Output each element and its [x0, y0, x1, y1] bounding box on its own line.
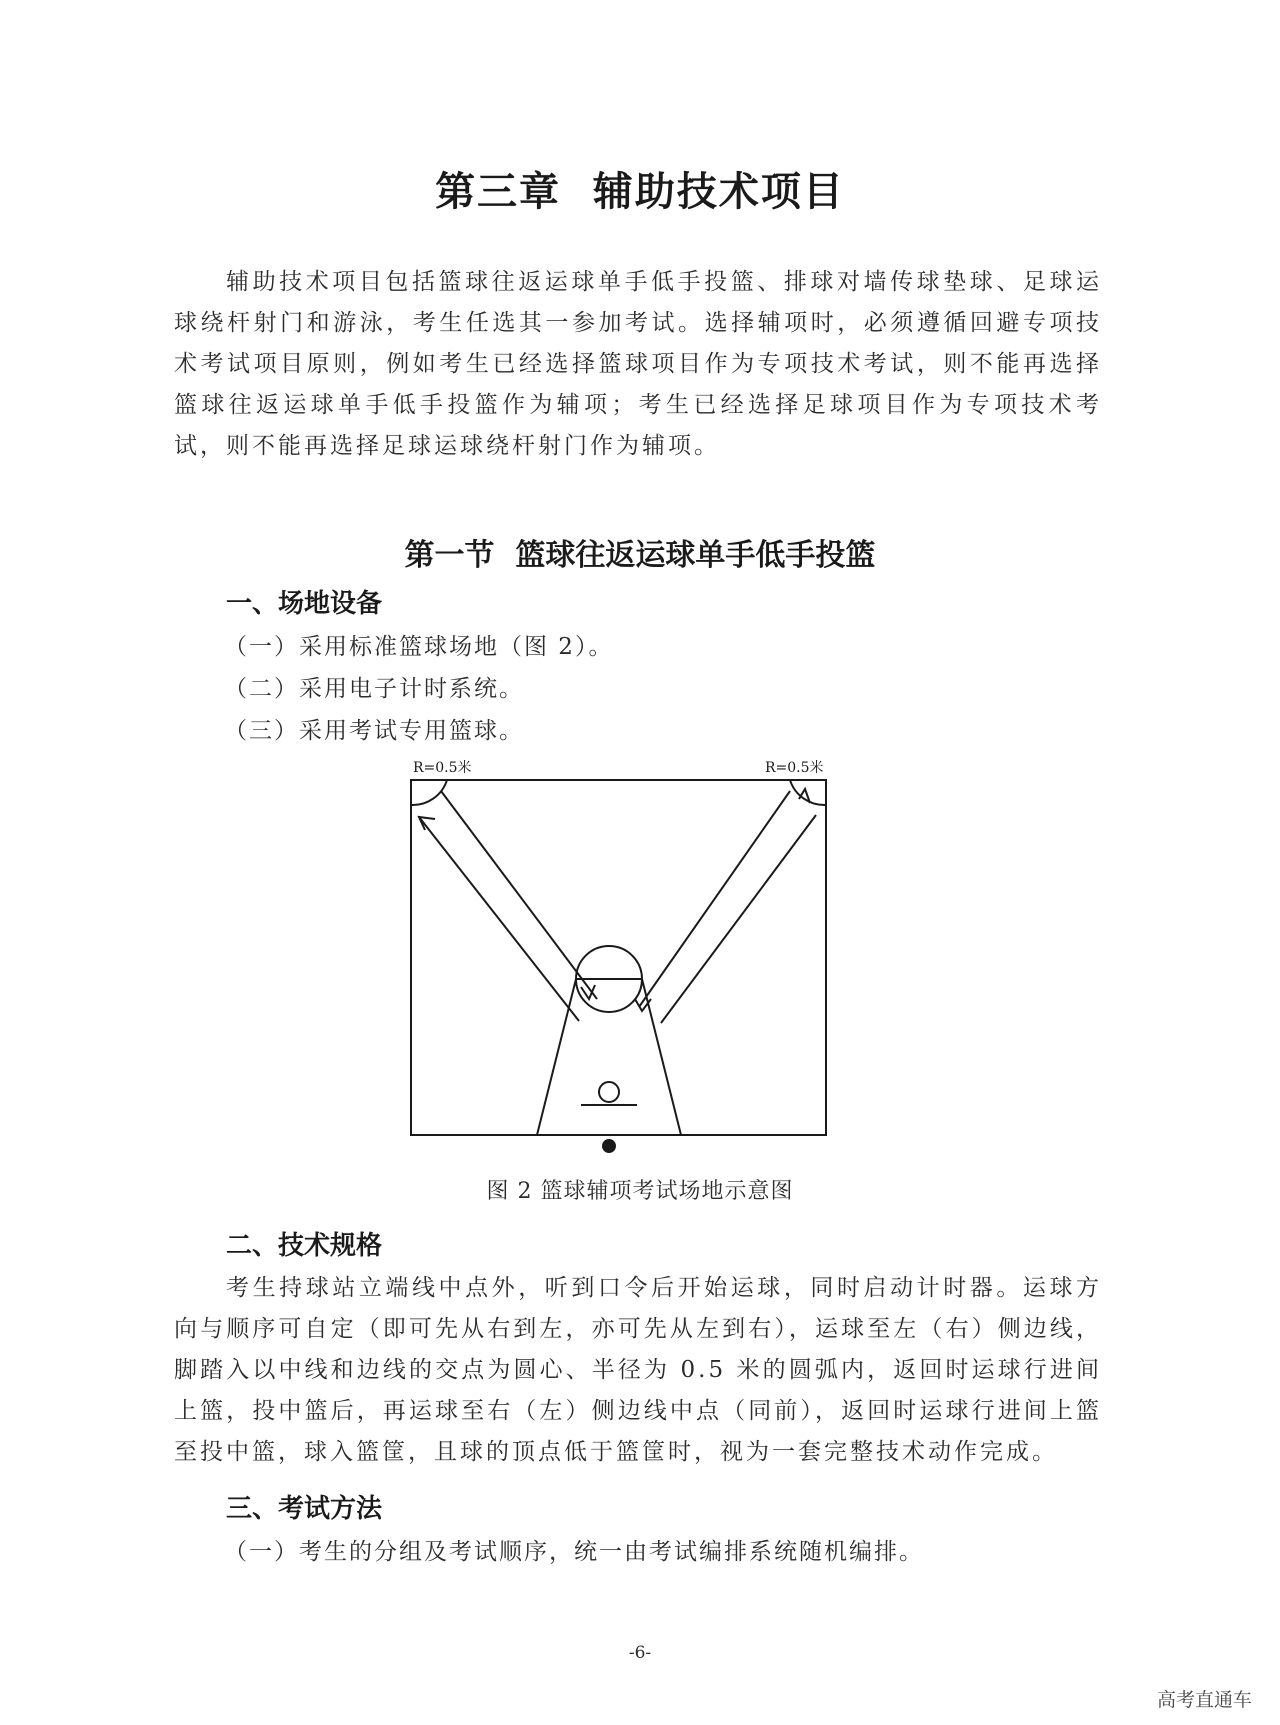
radius-label-left: R=0.5米: [413, 760, 472, 776]
court-diagram-svg: [395, 755, 855, 1155]
list-item: （三）采用考试专用篮球。: [224, 718, 524, 744]
court-diagram: [395, 755, 855, 1155]
key-line: [537, 979, 576, 1135]
right-radius-arc: [790, 780, 826, 805]
section-title: 第一节 篮球往返运球单手低手投篮: [404, 538, 876, 573]
left-lane-line: [441, 791, 597, 999]
right-lane-line: [661, 815, 816, 1023]
intro-paragraph: 辅助技术项目包括篮球往返运球单手低手投篮、排球对墙传球垫球、足球运球绕杆射门和游泳，考生任选其一参加考试。选择辅项时，必须遵循回避专项技术考试项目原则，例如考生已经选择篮球项目作为专项技术考试，则不能再选择篮球往返运球单手低手投篮作为辅项；考生已经选择足球项目作为专项技术考试，则不能再选择足球运球绕杆射门作为辅项。: [174, 269, 1102, 459]
heading-technical-spec: 二、技术规格: [226, 1231, 383, 1261]
watermark: 高考直通车: [1156, 1689, 1252, 1711]
right-arrow-icon: [799, 789, 810, 803]
technical-spec-paragraph: 考生持球站立端线中点外，听到口令后开始运球，同时启动计时器。运球方向与顺序可自定（即可先从右到左，亦可先从左到右），运球至左（右）侧边线，脚踏入以中线和边线的交点为圆心、半径为 0.5 米的圆弧内，返回时运球行进间上篮，投中篮后，再运球至右（左）侧边线中点（同前），返回时运球行进间上篮至投中篮，球入篮筐，且球的顶点低于篮筐时，视为一套完整技术动作完成。: [174, 1275, 1102, 1465]
figure-caption: 图 2 篮球辅项考试场地示意图: [486, 1179, 794, 1204]
heading-venue-equipment: 一、场地设备: [226, 589, 383, 619]
list-item: （二）采用电子计时系统。: [224, 676, 524, 702]
left-lane-line: [419, 817, 579, 1021]
start-point: [602, 1139, 616, 1153]
radius-label-right: R=0.5米: [765, 760, 824, 776]
heading-exam-method: 三、考试方法: [226, 1494, 383, 1524]
chapter-title: 第三章 辅助技术项目: [435, 169, 845, 215]
right-lane-line: [639, 791, 790, 1007]
list-item: （一）考生的分组及考试顺序，统一由考试编排系统随机编排。: [224, 1539, 924, 1565]
hoop: [599, 1082, 619, 1102]
page-number: -6-: [628, 1643, 652, 1663]
list-item: （一）采用标准篮球场地（图 2）。: [224, 634, 614, 660]
